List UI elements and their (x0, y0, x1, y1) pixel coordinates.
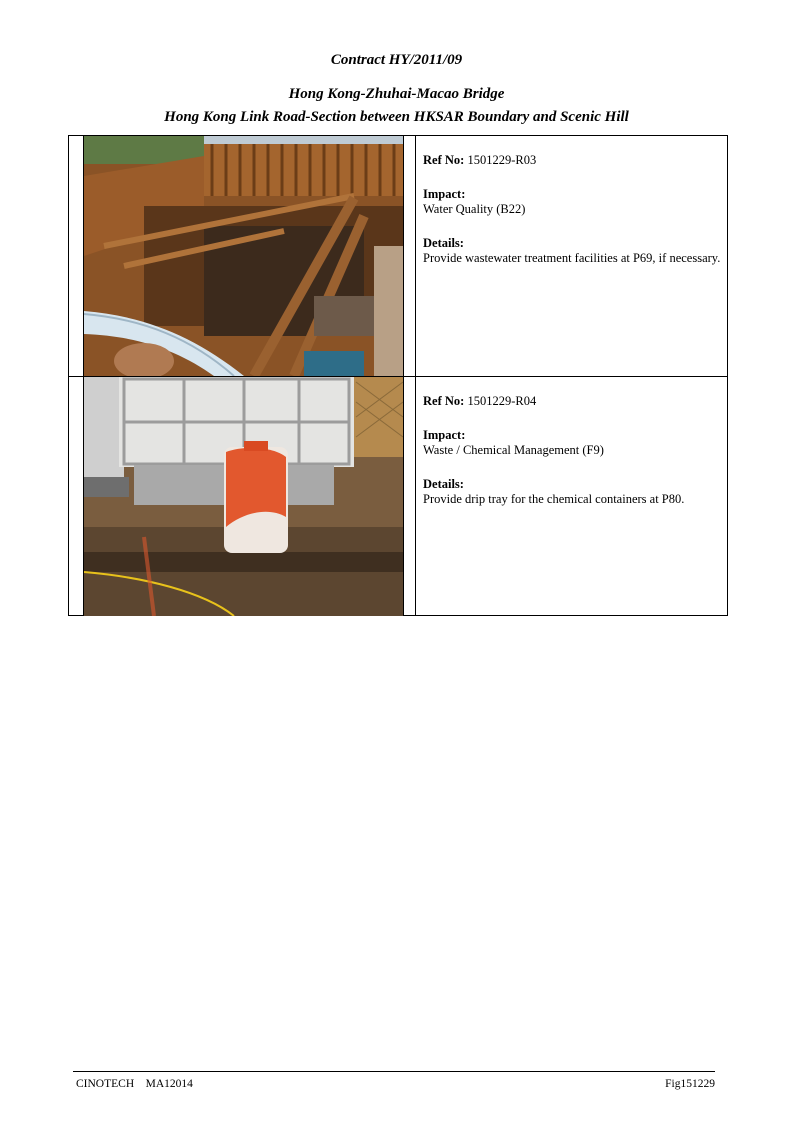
project-title: Hong Kong-Zhuhai-Macao Bridge (288, 86, 505, 102)
observation-table (68, 135, 728, 616)
ref-number: 1501229-R04 (467, 394, 537, 408)
details-label: Details: (423, 236, 464, 250)
footer-company: CINOTECH MA12014 (76, 1078, 193, 1090)
details-label: Details: (423, 477, 464, 491)
photo-excavation-pit (84, 136, 403, 376)
impact-value: Water Quality (B22) (423, 202, 526, 216)
footer-figure-number: Fig151229 (665, 1078, 715, 1090)
ref-label: Ref No: (423, 394, 465, 408)
photo-chemical-containers (84, 377, 403, 616)
contract-title: Contract HY/2011/09 (330, 52, 463, 68)
impact-value: Waste / Chemical Management (F9) (423, 443, 604, 457)
ref-label: Ref No: (423, 153, 465, 167)
footer-rule (73, 1071, 715, 1072)
impact-label: Impact: (423, 428, 466, 442)
details-value: Provide wastewater treatment facilities at P69, if necessary. (423, 251, 721, 265)
entry-1-info (423, 153, 721, 285)
details-value: Provide drip tray for the chemical containers at P80. (423, 492, 685, 506)
section-title: Hong Kong Link Road-Section between HKSAR Boundary and Scenic Hill (164, 109, 629, 125)
entry-2-info (423, 394, 721, 526)
impact-label: Impact: (423, 187, 466, 201)
ref-number: 1501229-R03 (467, 153, 537, 167)
